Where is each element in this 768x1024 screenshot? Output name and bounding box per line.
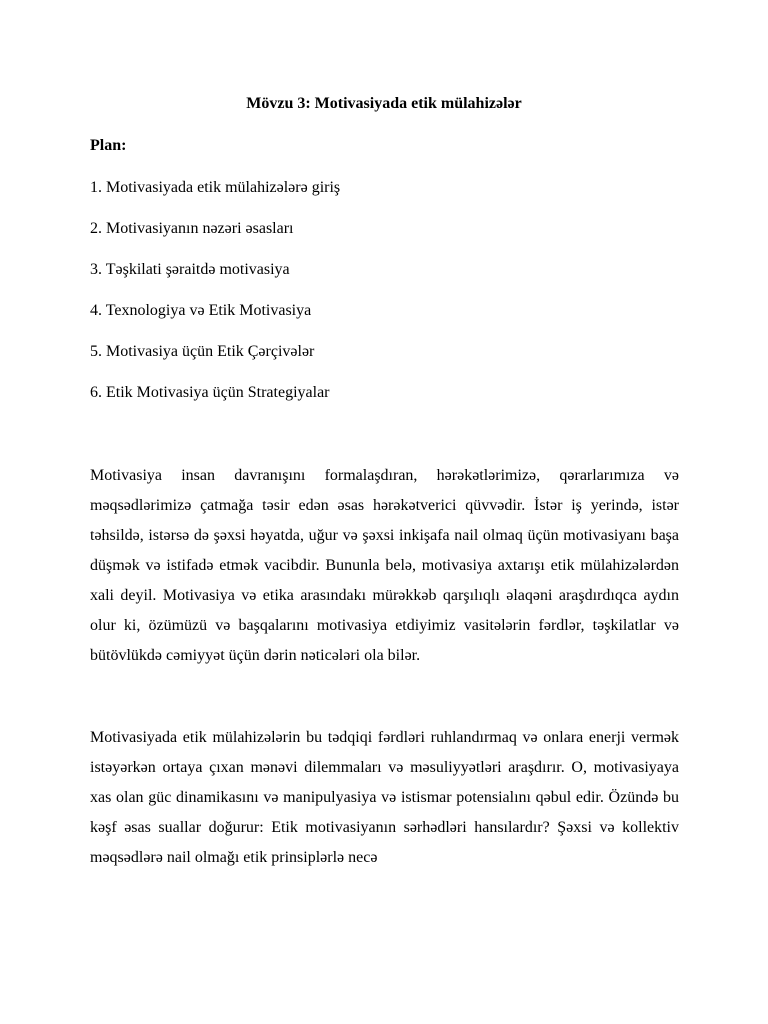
plan-item: 2. Motivasiyanın nəzəri əsasları [90,220,294,237]
body-paragraph: Motivasiya insan davranışını formalaşdıran, hərəkətlərimizə, qərarlarımıza və məqsədlərimizə çatmağa təsir edən əsas hərəkətverici qüvvədir. İstər iş yerində, istər təhsildə, istərsə də şəxsi həyatda, uğur və şəxsi inkişafa nail olmaq üçün motivasiyanı başa düşmək və istifadə etmək vacibdir. Bununla belə, motivasiya axtarışı etik mülahizələrdən xali deyil. Motivasiya və etika arasındakı mürəkkəb qarşılıqlı əlaqəni araşdırdıqca aydın olur ki, özümüzü və başqalarını motivasiya etdiyimiz vasitələrin fərdlər, təşkilatlar və bütövlükdə cəmiyyət üçün dərin nəticələri ola bilər. [90,467,679,664]
plan-item: 4. Texnologiya və Etik Motivasiya [90,302,312,319]
plan-item: 3. Təşkilati şəraitdə motivasiya [90,261,290,278]
document-title: Mövzu 3: Motivasiyada etik mülahizələr [246,95,522,112]
plan-list [90,178,340,424]
body-paragraph: Motivasiyada etik mülahizələrin bu tədqiqi fərdləri ruhlandırmaq və onlara enerji vermək istəyərkən ortaya çıxan mənəvi dilemmaları və məsuliyyətləri araşdırır. O, motivasiyaya xas olan güc dinamikasını və manipulyasiya və istismar potensialını qəbul edir. Özündə bu kəşf əsas suallar doğurur: Etik motivasiyanın sərhədləri hansılardır? Şəxsi və kollektiv məqsədlərə nail olmağı etik prinsiplərlə necə [90,729,679,866]
plan-item: 6. Etik Motivasiya üçün Strategiyalar [90,384,330,401]
plan-item: 5. Motivasiya üçün Etik Çərçivələr [90,343,315,360]
plan-heading: Plan: [90,137,127,154]
plan-item: 1. Motivasiyada etik mülahizələrə giriş [90,179,341,196]
